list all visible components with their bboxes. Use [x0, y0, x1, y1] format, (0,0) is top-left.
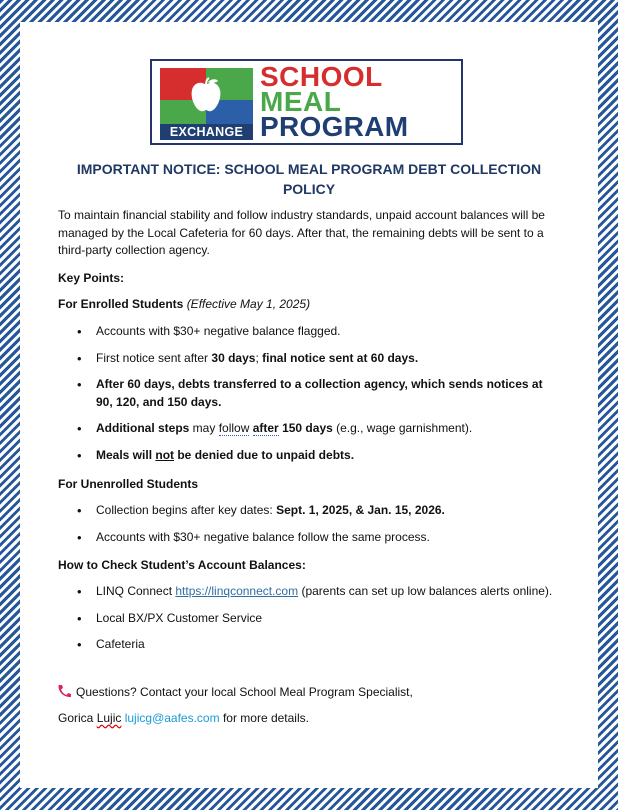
logo-meal-text: MEAL — [260, 86, 342, 117]
effective-date: (Effective May 1, 2025) — [186, 297, 311, 311]
list-item: • Accounts with $30+ negative balance follow the same process. — [58, 529, 560, 547]
intro-paragraph: To maintain financial stability and follow industry standards, unpaid account balances will be managed by the Local Cafeteria for 60 days. After that, the remaining debts will be sent to a third-party collection agency. — [58, 208, 545, 257]
questions-line: Questions? Contact your local School Meal Program Specialist, — [56, 684, 558, 702]
enrolled-heading: For Enrolled Students — [58, 297, 184, 311]
list-item: • LINQ Connect https://linqconnect.com (parents can set up low balances alerts online). — [58, 583, 560, 601]
exchange-wordmark: EXCHANGE — [160, 124, 253, 140]
enrolled-heading-line — [58, 296, 560, 314]
key-points-heading: Key Points: — [58, 271, 125, 285]
logo-program-text: PROGRAM — [260, 111, 409, 142]
list-item: • After 60 days, debts transferred to a collection agency, which sends notices at 90, 120, and 150 days. — [58, 376, 560, 411]
unenrolled-list — [58, 502, 560, 546]
page-title: IMPORTANT NOTICE: SCHOOL MEAL PROGRAM DEBT COLLECTION POLICY — [76, 161, 542, 197]
list-item: • Additional steps may follow after 150 days (e.g., wage garnishment). — [58, 420, 560, 438]
list-item: • Accounts with $30+ negative balance flagged. — [58, 323, 560, 341]
list-item: • Cafeteria — [58, 636, 560, 654]
logo-wordmark — [260, 61, 409, 142]
telephone-receiver-icon — [56, 684, 72, 698]
linq-connect-link[interactable]: https://linqconnect.com — [175, 584, 299, 598]
logo-school-text: SCHOOL — [260, 61, 383, 92]
unenrolled-heading: For Unenrolled Students — [58, 477, 199, 491]
list-item: • Meals will not be denied due to unpaid debts. — [58, 447, 560, 465]
contact-line: Gorica Lujic lujicg@aafes.com for more details. — [58, 711, 309, 725]
list-item: • First notice sent after 30 days; final notice sent at 60 days. — [58, 350, 560, 368]
apple-icon — [186, 77, 226, 115]
list-item: • Collection begins after key dates: Sept. 1, 2025, & Jan. 15, 2026. — [58, 502, 560, 520]
specialist-name: Lujic — [96, 711, 122, 725]
page-body — [20, 22, 598, 788]
list-item: • Local BX/PX Customer Service — [58, 610, 560, 628]
contact-email-link[interactable]: lujicg@aafes.com — [124, 711, 220, 725]
check-balances-list — [58, 583, 560, 654]
enrolled-list — [58, 323, 560, 464]
school-meal-program-logo — [150, 59, 463, 145]
check-balances-heading: How to Check Student’s Account Balances: — [58, 558, 306, 572]
